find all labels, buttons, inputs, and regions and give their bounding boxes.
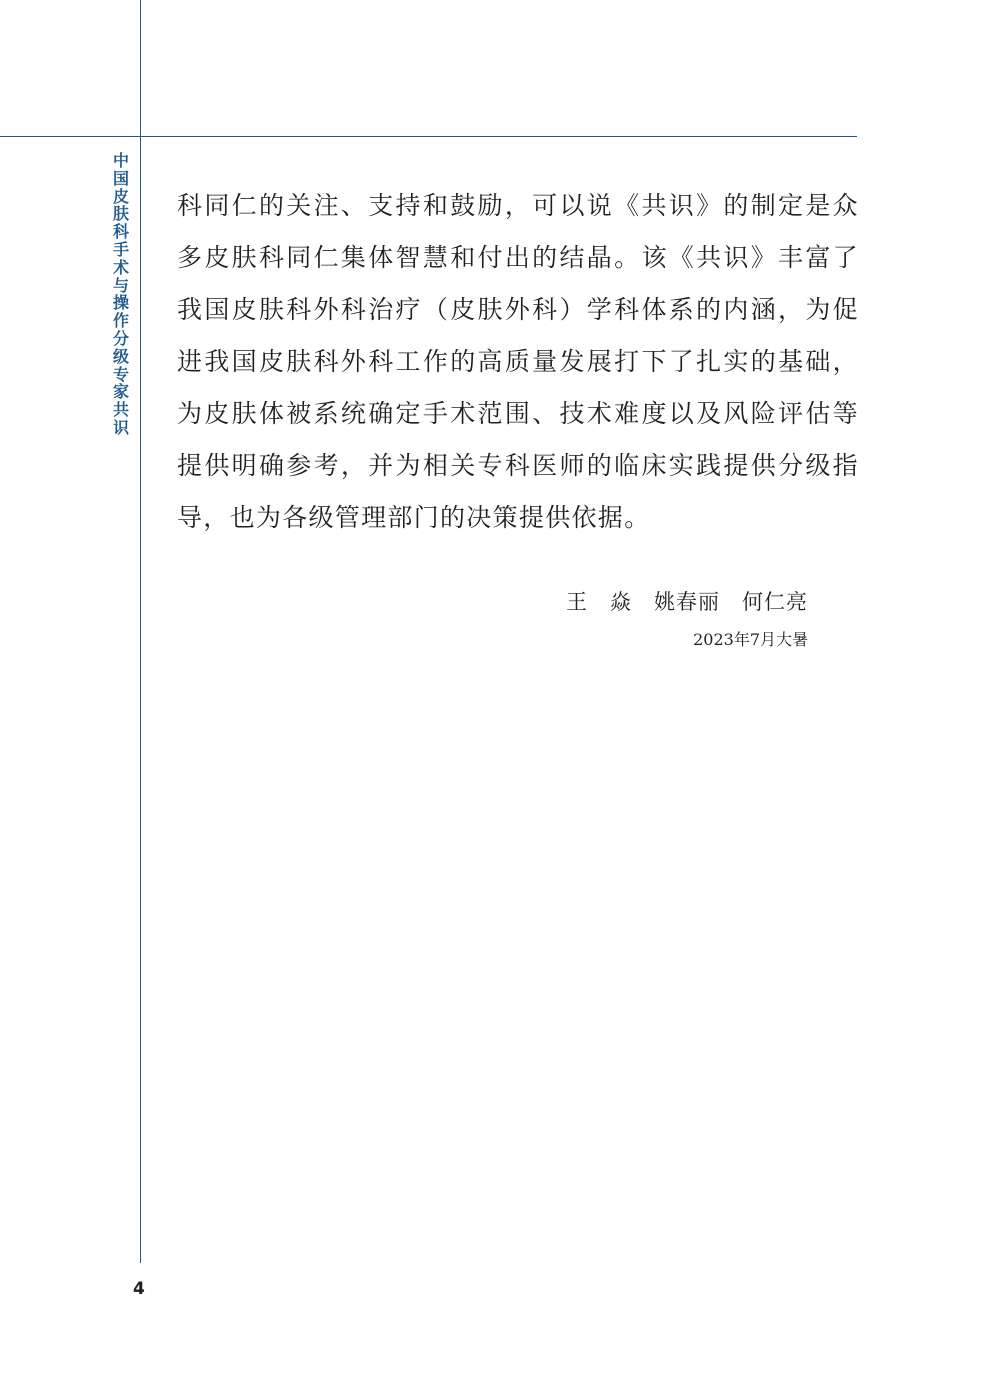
running-title: 中国皮肤科手术与操作分级专家共识: [112, 151, 129, 437]
margin-rule-vertical: [140, 0, 141, 1263]
page-number: 4: [133, 1279, 145, 1299]
signature-date: 2023年7月大暑: [693, 630, 808, 649]
signature-authors: 王 焱 姚春丽 何仁亮: [566, 590, 808, 614]
header-rule-horizontal: [0, 136, 857, 137]
body-paragraph: 科同仁的关注、支持和鼓励，可以说《共识》的制定是众多皮肤科同仁集体智慧和付出的结晶。该《共识》丰富了我国皮肤科外科治疗（皮肤外科）学科体系的内涵，为促进我国皮肤科外科工作的高质量发展打下了扎实的基础，为皮肤体被系统确定手术范围、技术难度以及风险评估等提供明确参考，并为相关专科医师的临床实践提供分级指导，也为各级管理部门的决策提供依据。: [177, 191, 859, 532]
